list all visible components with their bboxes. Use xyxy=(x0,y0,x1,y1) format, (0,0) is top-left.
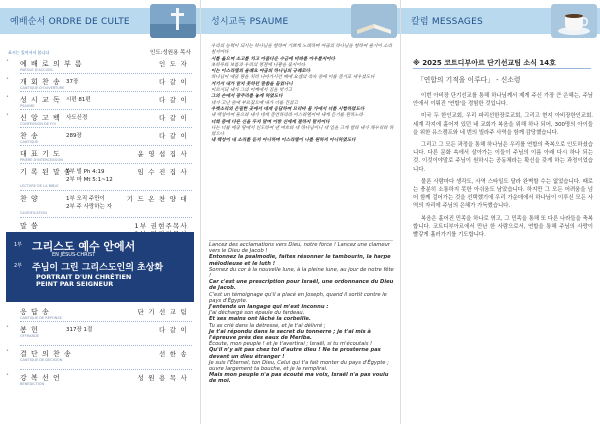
coffee-cup-photo-icon xyxy=(551,4,597,38)
psalm-french: Lancez des acclamations vers Dieu, notre force ! Lancez une clameur vers le Dieu de Jacob ! Entonnez la psalmodie, faites résonner le tambourin, la harpe mélodieuse et le luth ! Sonnez du cor à la nouvelle lune, à la pleine lune, au jour de notre fête ! Car c'est une prescription pour Israël, une ordonnance du Dieu de Jacob. C'est un témoignage qu'il a placé en Joseph, quand il sortit contre le pays d'Égypte. J'entends un langage qui m'est inconnu : J'ai déchargé son épaule du fardeau, Et ses mains ont lâché la corbeille. Tu as crié dans la détresse, et je t'ai délivré ; Je t'ai répondu dans le secret du tonnerre ; je t'ai mis à l'épreuve près des eaux de Meriba. Écoute, mon peuple ! et je t'avertirai ; Israël, si tu m'écoutais ! Qu'il n'y ait pas chez toi d'autre dieu ! Ne te prosterne pas devant un dieu étranger ! Je suis l'Éternel, ton Dieu, Celui qui t'a fait monter du pays d'Égypte ; ouvre largement ta bouche, et je la remplirai. Mais mon peuple n'a pas écouté ma voix, Israël n'a pas voulu de moi. xyxy=(209,242,394,385)
order-header xyxy=(0,8,200,34)
paragraph: 복음은 흩어진 민족을 하나로 엮고, 그 민족을 통해 또 다른 나라들을 축복합니다. 코트디부아르에서 만난 한 사람으로서, 연합을 통해 주님의 사랑이 빨갛게 흘러가기를 기도합니다. xyxy=(413,215,593,239)
service-row: 말 씀 1부 권현주목사 xyxy=(20,222,188,230)
service-row: • 봉 헌 OFFRANDE 317장 1절 다 같 이 xyxy=(6,324,192,348)
service-row: • 개 회 찬 송 CANTIQUE D'OUVERTURE 37장 다 같 이 xyxy=(6,76,192,94)
service-row: 찬 양 GLORIFICATION 1부 오직 주만이 2부 주 사랑하는 자 기 드 온 찬 양 대 xyxy=(6,193,192,220)
officiant: 인도:성원용 목사 xyxy=(150,50,191,56)
service-row: 찬 송 CANTIQUE 289장 다 같 이 xyxy=(6,130,192,148)
service-row: 대 표 기 도 PRIÈRE D'INTERCESSION 윤 영 섭 집 사 xyxy=(6,148,192,166)
psalm-korean: 우리의 능력이 되시는 하나님을 향하여 기쁘게 노래하며 야곱의 하나님을 향하여 즐거이 소리칠지어다 시를 읊으며 소고를 치고 아름다운 수금에 비파를 아우를지어다 초하루와 보름과 우리의 명절에 나팔을 불지어다 이는 이스라엘의 율례요 야곱의 하나님의 규례로다 하나님이 애굽 땅을 치러 나아가시던 때에 요셉의 족속 중에 이를 증거로 세우셨도다 거기서 내가 알지 못하던 말씀을 들었나니 이르시되 내가 그의 어깨에서 짐을 벗기고 그의 손에서 광주리를 놓게 하였도다 네가 고난 중에 부르짖으매 내가 너를 건졌고 우렛소리의 은밀한 곳에서 네게 응답하며 므리바 물 가에서 너를 시험하였도다 내 백성이여 들으라 내가 네게 증언하리라 이스라엘이여 내게 듣기를 원하노라 너희 중에 다른 신을 두지 말며 이방 신에게 절하지 말지어다 나는 너를 애굽 땅에서 인도하여 낸 여호와 네 하나님이니 네 입을 크게 열라 내가 채우리라 하였으나 내 백성이 내 소리를 듣지 아니하며 이스라엘이 나를 원하지 아니하였도다 xyxy=(211,44,394,144)
paragraph: 미국 두 한인교회, 우리 파리선한장로교회, 그리고 현지 아비장한인교회. 세계 각지에 흩어져 있던 네 교회가 복음을 위해 하나 되어, 300명의 아이들을 위한 유스캠프와 네 번의 빌라주 사역을 함께 감당했습니다. xyxy=(413,113,593,136)
message-body xyxy=(413,92,593,243)
title-underline xyxy=(413,68,591,69)
service-row: • 예 배 로 의 부 름 PAROLE D'ACCUEIL 인 도 자 xyxy=(6,58,192,76)
psalm-divider xyxy=(209,240,393,241)
service-row: 응 답 송 CANTIQUE DE RÉPONSE 단 기 선 교 팀 xyxy=(6,306,192,324)
sermon-title-box: 1부 그리스도 예수 안에서 EN JÉSUS-CHRIST 2부 주님이 그린 그리스도인의 초상화 PORTRAIT D'UN CHRÉTIEN PEINT PAR SEIGNEUR xyxy=(6,232,194,302)
paragraph: 이번 아비장 단기선교를 통해 하나님께서 제게 주신 가장 큰 은혜는, 주님 안에서 이뤄진 '연합'을 경험한 것입니다. xyxy=(413,93,593,108)
order-of-service-column xyxy=(0,0,200,424)
standing-note: 표시는 일어서서 봅니다 xyxy=(8,50,50,55)
order-header-title: 예배순서 ORDRE DE CULTE xyxy=(10,17,130,27)
messages-column xyxy=(400,0,600,424)
psalm-header-title: 성시교독 PSAUME xyxy=(211,17,289,27)
psalm-column xyxy=(200,0,401,424)
message-title: ※ 2025 코트디부아르 단기선교팀 소식 14호 xyxy=(413,59,556,67)
service-items xyxy=(6,58,192,247)
service-row: 기 록 된 말 씀 LECTURE DE LA BIBLE 1부 빌 Ph 4:19 2부 마 Mt 5:1~12 임 수 진 집 사 xyxy=(6,166,192,193)
service-row: • 결 단 의 찬 송 CANTIQUE DE DÉCISION 선 한 송 xyxy=(6,348,192,372)
paragraph: 그리고 그 모든 과정을 통해 하나님은 우리를 연합의 축복으로 인도하셨습니다. 다른 문화 속에서 살아가는 이들이 주님의 이름 아래 다시 하나 되는 것. 이것이야말로 주님이 원하시는 공동체라는 확신을 갖게 하는 과정이었습니다. xyxy=(413,142,593,173)
service-row: • 성 시 교 독 PSAUME 시편 81편 다 같 이 xyxy=(6,94,192,112)
service-row: • 강 복 선 언 BÉNÉDICTION 성 원 용 목 사 xyxy=(6,372,188,386)
messages-header-title: 칼럼 MESSAGES xyxy=(411,17,483,27)
paragraph: 물론 사람마다 생각도, 사역 스타일도 달라 완벽할 수는 없었습니다. 때로는 충분히 소통하지 못한 아쉬움도 남았습니다. 하지만 그 모든 어려움을 넘어 함께 걸어가는 것을 선택했기에 우리 가운데에서 하나님이 이루신 모든 사역의 자리에 주님의 은혜가 가득했습니다. xyxy=(413,178,593,210)
psalm-header xyxy=(201,8,401,34)
book-photo-icon xyxy=(351,4,397,38)
messages-header xyxy=(401,8,600,34)
service-row: • 신 앙 고 백 CONFESSION DE FOI 사도신경 다 같 이 xyxy=(6,112,192,130)
message-quote: 「연합의 기적을 이루다」 - 신소령 xyxy=(417,76,521,84)
service-items-after xyxy=(6,306,192,396)
cross-photo-icon xyxy=(150,4,196,38)
